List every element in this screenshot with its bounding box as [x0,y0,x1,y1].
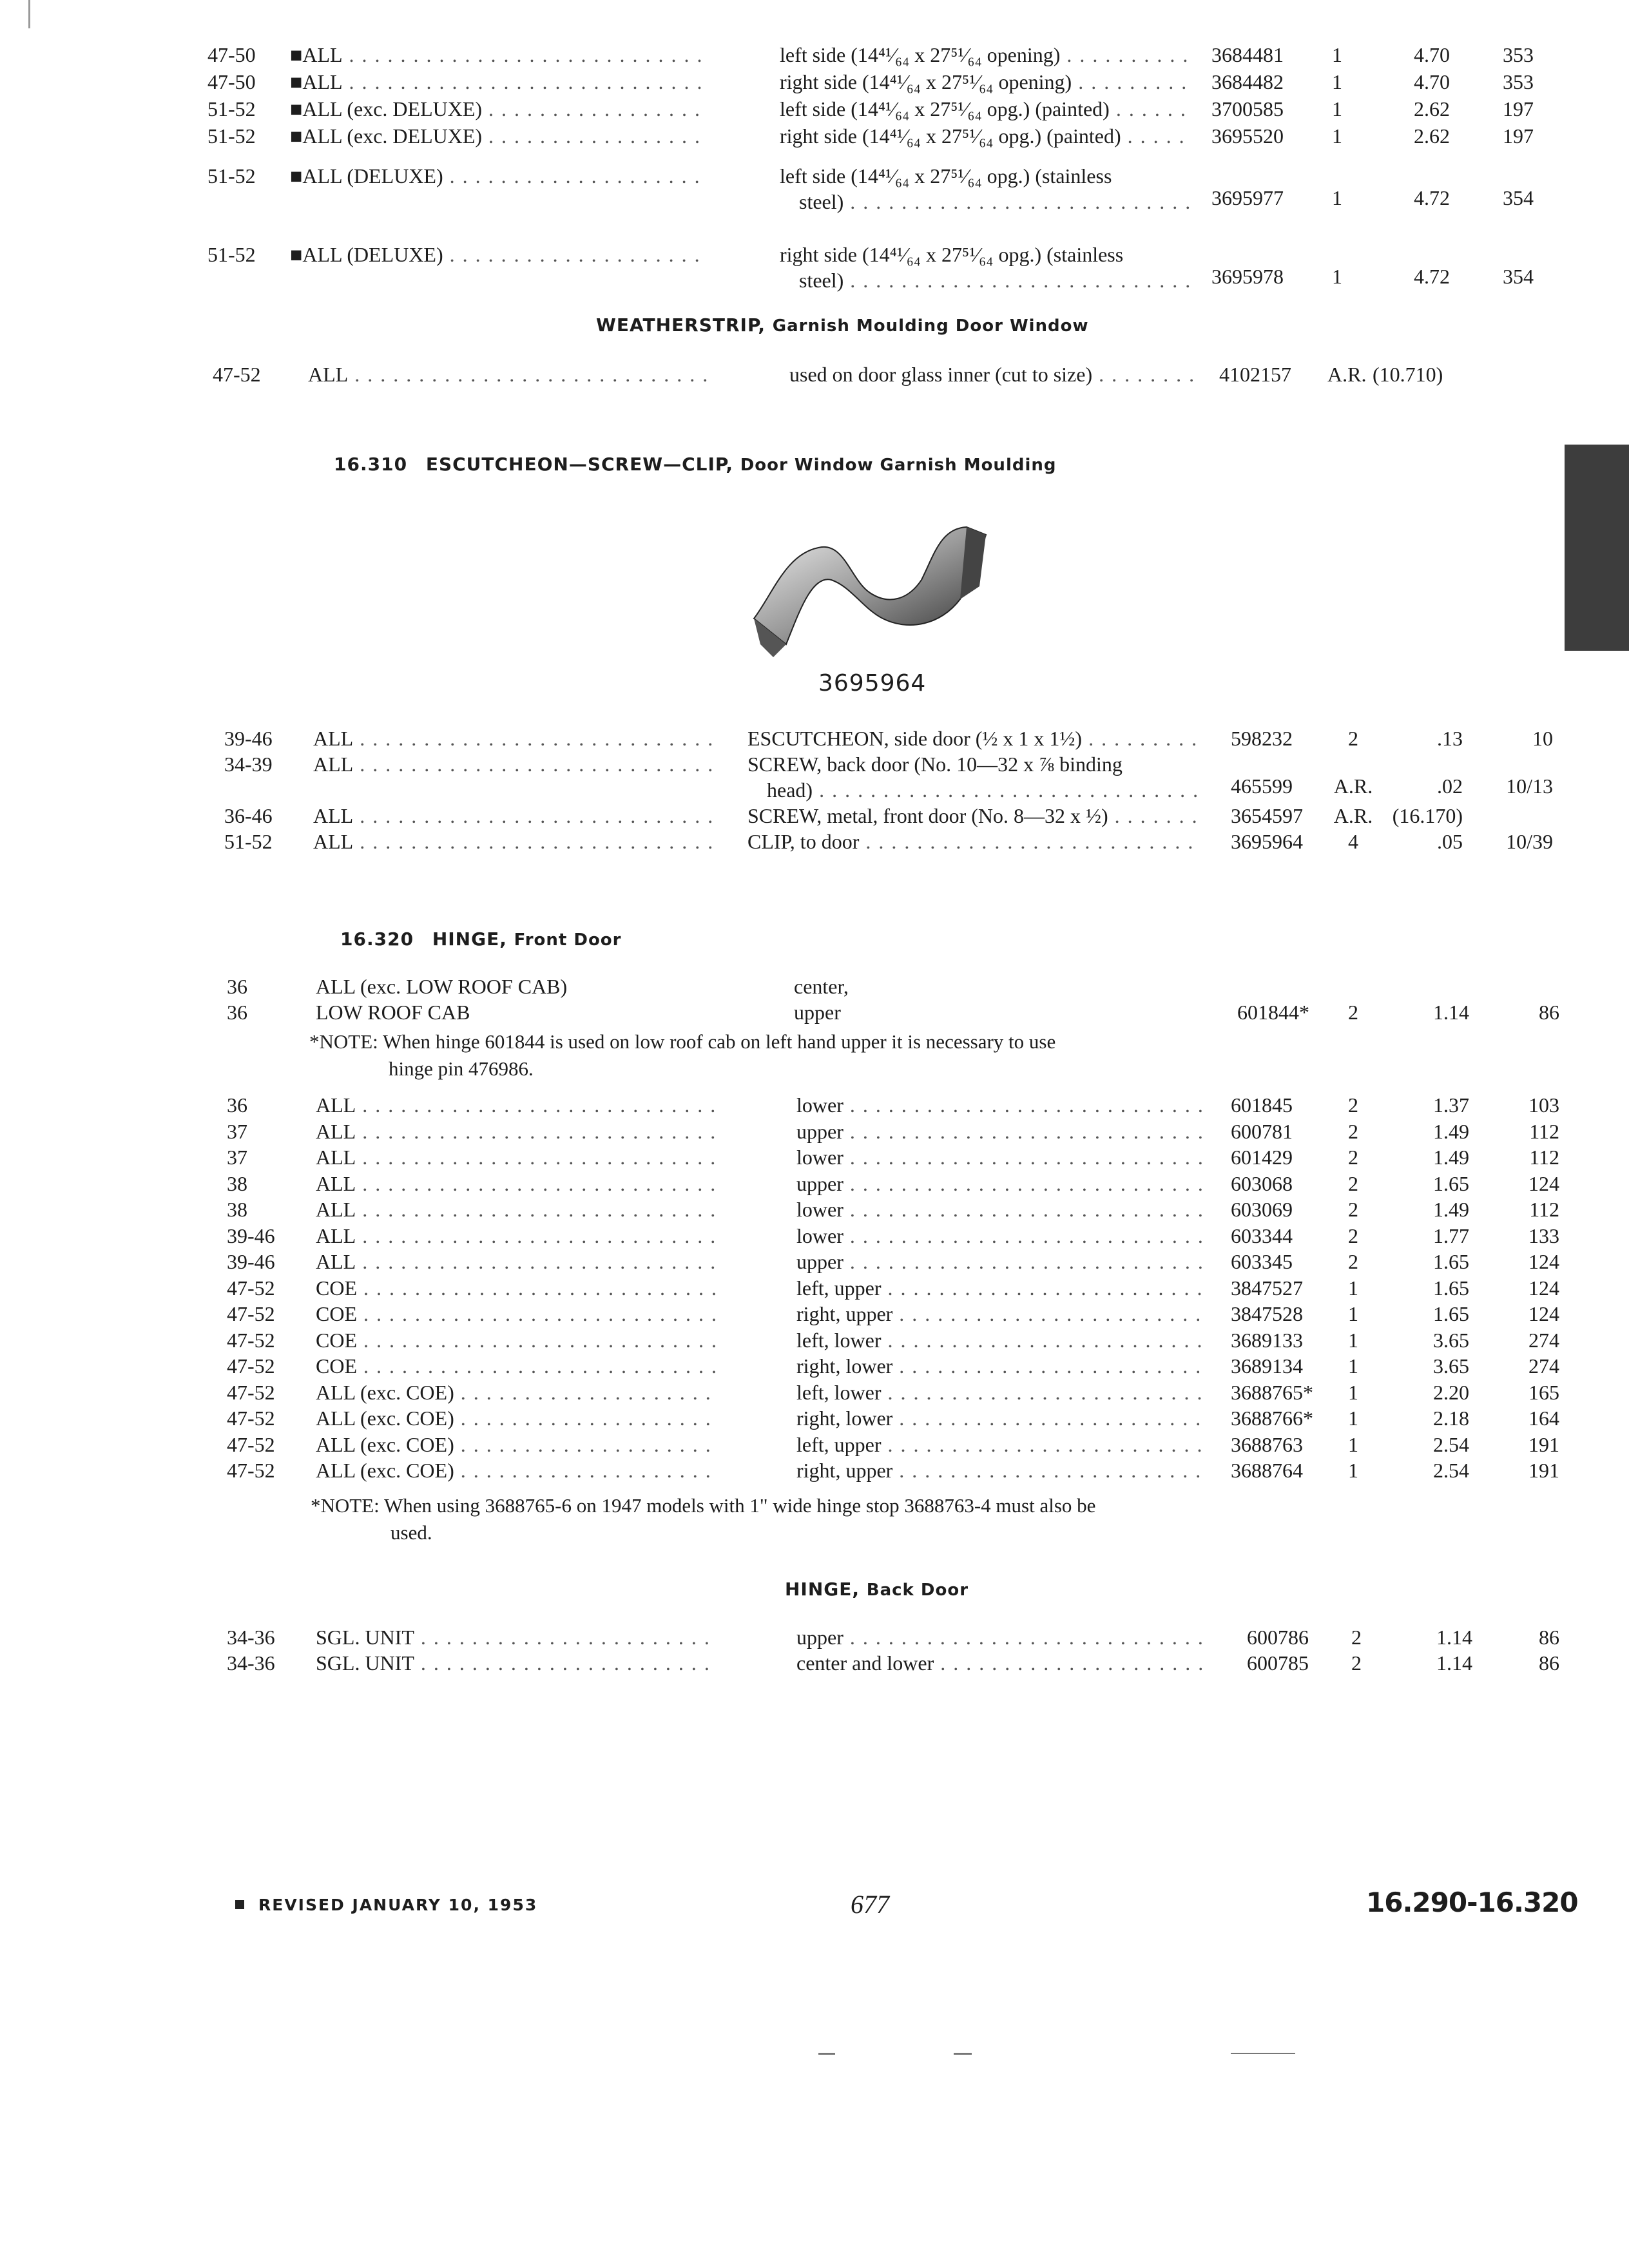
year-cell: 51-52 [207,124,256,148]
weight-cell: 10 [1532,727,1553,750]
heading-bold-text: HINGE, [432,928,507,950]
model-cell: ALL . . . [308,360,708,389]
part-number-cell: 3688764 [1231,1459,1303,1482]
part-number-cell: 3695977 [1211,186,1284,209]
section-thumb-tab [1565,445,1629,651]
weight-cell: 112 [1529,1146,1559,1169]
description-cell-continued: head) . . . [767,775,1199,805]
price-cell: 1.14 [1436,1626,1472,1649]
revised-text: REVISED JANUARY 10, 1953 [258,1896,538,1914]
quantity-cell: 1 [1332,265,1342,288]
quantity-cell: 1 [1332,186,1342,209]
table-row [0,1117,1629,1146]
year-cell: 47-52 [227,1354,275,1378]
model-cell: COE . . . [316,1299,715,1329]
part-number-cell: 3684482 [1211,70,1284,93]
description-cell: left side (14⁴¹⁄₆₄ x 27⁵¹⁄₆₄ opening) . . . [780,40,1192,70]
part-number-cell: 3689134 [1231,1354,1303,1378]
description-cell: right, lower . . . [796,1403,1202,1433]
model-cell: SGL. UNIT . . . [316,1648,715,1678]
table-row [0,1090,1629,1120]
part-number-cell: 4102157 [1219,363,1291,386]
quantity-cell: 1 [1332,97,1342,120]
description-cell: right, lower . . . [796,1351,1202,1381]
quantity-cell: 1 [1348,1432,1358,1456]
description-cell: left side (14⁴¹⁄₆₄ x 27⁵¹⁄₆₄ opg.) (painted) . . . [780,94,1192,124]
heading-bold-text: WEATHERSTRIP, [596,314,766,336]
description-cell: left, lower . . . [796,1325,1202,1355]
description-cell: upper . . . [796,1169,1202,1198]
model-cell: ALL . . . [316,1169,715,1198]
weight-cell: 197 [1503,97,1534,120]
weight-cell: 191 [1528,1459,1559,1482]
quantity-cell: 1 [1332,43,1342,66]
part-number-cell: 598232 [1231,727,1293,750]
quantity-cell: A.R. [1327,363,1367,386]
model-cell: SGL. UNIT . . . [316,1622,715,1652]
price-cell: 1.65 [1433,1250,1469,1273]
year-cell: 37 [227,1146,247,1169]
description-cell: right side (14⁴¹⁄₆₄ x 27⁵¹⁄₆₄ opg.) (painted) . . . [780,121,1192,151]
price-cell: 1.65 [1433,1302,1469,1325]
description-cell: right, upper . . . [796,1456,1202,1485]
table-row [0,1456,1629,1485]
weight-cell: 86 [1539,1626,1559,1649]
price-cell: .02 [1437,774,1463,798]
table-row [0,1247,1629,1276]
year-cell: 47-52 [227,1432,275,1456]
part-number-cell: 3688766* [1231,1407,1313,1430]
description-cell: lower . . . [796,1195,1202,1224]
price-cell: 1.49 [1433,1146,1469,1169]
quantity-cell: 2 [1348,1093,1358,1117]
table-row [0,1351,1629,1381]
year-cell: 47-50 [207,43,256,66]
year-cell: 34-39 [224,753,273,776]
model-cell: COE . . . [316,1273,715,1303]
note-text: used. [390,1521,432,1544]
note-text: *NOTE: When using 3688765-6 on 1947 models with 1" wide hinge stop 3688763-4 must also be [311,1494,1096,1517]
weight-cell: 124 [1528,1171,1559,1195]
weatherstrip-heading [596,314,1089,336]
scan-artifact [1231,2053,1295,2054]
description-cell: right, upper . . . [796,1299,1202,1329]
heading-bold-text: ESCUTCHEON—SCREW—CLIP, [425,454,733,475]
part-number-cell: 603068 [1231,1171,1293,1195]
model-cell: ALL . . . [313,801,713,831]
description-cell: used on door glass inner (cut to size) . . . [789,360,1195,389]
description-cell: lower . . . [796,1142,1202,1172]
table-row [0,1195,1629,1224]
revision-square-icon [235,1900,244,1909]
weight-cell: 165 [1528,1380,1559,1404]
model-cell: COE . . . [316,1325,715,1355]
page-number: 677 [851,1890,889,1919]
weight-cell: 353 [1503,70,1534,93]
quantity-cell: 1 [1348,1354,1358,1378]
table-row [0,827,1629,856]
quantity-cell: 2 [1348,1001,1358,1024]
description-cell: upper . . . [796,1622,1202,1652]
description-cell-continued: steel) . . . [799,187,1192,216]
model-cell: ALL (exc. COE) . . . [316,1403,715,1433]
year-cell: 34-36 [227,1651,275,1675]
model-cell: ALL . . . [316,1090,715,1120]
weight-cell: 112 [1529,1198,1559,1221]
description-cell: left, upper . . . [796,1430,1202,1459]
weight-cell: 112 [1529,1119,1559,1143]
price-cell: 1.49 [1433,1119,1469,1143]
figure-part-number: 3695964 [818,670,927,697]
model-cell: ALL (exc. COE) . . . [316,1430,715,1459]
weight-cell: 86 [1539,1651,1559,1675]
part-number-cell: 600781 [1231,1119,1293,1143]
price-cell: 4.70 [1414,43,1450,66]
part-number-cell: 3684481 [1211,43,1284,66]
weight-cell: 197 [1503,124,1534,148]
description-cell: left side (14⁴¹⁄₆₄ x 27⁵¹⁄₆₄ opg.) (stainless [780,164,1112,187]
weight-cell: 191 [1528,1432,1559,1456]
weight-cell: 124 [1528,1302,1559,1325]
model-cell: ALL . . . [313,827,713,856]
table-row [0,997,1629,1027]
revised-date [235,1896,537,1914]
price-cell: 1.14 [1433,1001,1469,1024]
quantity-cell: 2 [1348,1171,1358,1195]
description-cell: CLIP, to door . . . [747,827,1199,856]
quantity-cell: 1 [1348,1459,1358,1482]
description-cell: upper [794,1001,841,1024]
year-cell: 37 [227,1119,247,1143]
year-cell: 51-52 [207,243,256,266]
price-cell: 4.70 [1414,70,1450,93]
table-row [0,1142,1629,1172]
price-cell: 4.72 [1414,265,1450,288]
weight-cell: 354 [1503,186,1534,209]
weight-cell: 353 [1503,43,1534,66]
year-cell: 51-52 [207,164,256,187]
weight-cell: 133 [1528,1224,1559,1247]
weight-cell: 354 [1503,265,1534,288]
quantity-cell: 1 [1332,124,1342,148]
price-cell: 2.62 [1414,124,1450,148]
model-cell: ■ALL (DELUXE) . . . [290,161,702,191]
part-number-cell: 601429 [1231,1146,1293,1169]
year-cell: 51-52 [224,830,273,853]
description-cell: SCREW, metal, front door (No. 8—32 x ½) . . . [747,801,1199,831]
model-cell: ALL (exc. COE) . . . [316,1378,715,1407]
price-cell: 4.72 [1414,186,1450,209]
table-row [0,1378,1629,1407]
note-text: *NOTE: When hinge 601844 is used on low roof cab on left hand upper it is necessary to use [309,1030,1056,1053]
quantity-cell: 2 [1351,1651,1362,1675]
part-number-cell: 3847528 [1231,1302,1303,1325]
weight-cell: 103 [1528,1093,1559,1117]
part-number-cell: 3847527 [1231,1276,1303,1300]
description-cell-continued: steel) . . . [799,265,1192,295]
price-cell: 1.49 [1433,1198,1469,1221]
table-row [0,1221,1629,1251]
year-cell: 47-52 [227,1328,275,1352]
description-cell: right side (14⁴¹⁄₆₄ x 27⁵¹⁄₆₄ opg.) (stainless [780,243,1124,266]
description-cell: lower . . . [796,1090,1202,1120]
price-cell: 1.14 [1436,1651,1472,1675]
model-cell: ALL . . . [313,724,713,753]
year-cell: 47-52 [227,1407,275,1430]
part-number-cell: 3695520 [1211,124,1284,148]
year-cell: 39-46 [224,727,273,750]
table-row [0,1169,1629,1198]
table-row [0,360,1629,389]
quantity-cell: 1 [1348,1302,1358,1325]
table-row [0,121,1629,151]
description-cell: center and lower . . . [796,1648,1202,1678]
table-row [0,40,1629,70]
table-row [0,67,1629,97]
description-cell: ESCUTCHEON, side door (½ x 1 x 1½) . . . [747,724,1199,753]
part-number-cell: 3695964 [1231,830,1303,853]
model-cell: ALL . . . [316,1247,715,1276]
price-cell: 1.37 [1433,1093,1469,1117]
part-number-cell: 3688763 [1231,1432,1303,1456]
description-cell: lower . . . [796,1221,1202,1251]
description-cell: right side (14⁴¹⁄₆₄ x 27⁵¹⁄₆₄ opening) . . . [780,67,1192,97]
weight-cell: 274 [1528,1328,1559,1352]
model-cell: ■ALL (DELUXE) . . . [290,240,702,269]
quantity-cell: 1 [1348,1407,1358,1430]
price-cell: 1.65 [1433,1171,1469,1195]
quantity-cell: A.R. [1333,774,1373,798]
year-cell: 47-52 [227,1459,275,1482]
table-row [0,94,1629,124]
year-cell: 36 [227,975,247,998]
model-cell: ALL . . . [316,1221,715,1251]
price-cell: 2.54 [1433,1459,1469,1482]
weight-cell: 86 [1539,1001,1559,1024]
quantity-cell: A.R. [1333,804,1373,827]
year-cell: 39-46 [227,1250,275,1273]
model-cell: ALL (exc. COE) . . . [316,1456,715,1485]
table-row [0,1430,1629,1459]
model-cell: COE . . . [316,1351,715,1381]
heading-rest-text: Front Door [514,930,622,950]
table-row [0,1403,1629,1433]
model-cell: ■ALL . . . [290,67,702,97]
description-cell: upper . . . [796,1247,1202,1276]
price-cell: 2.20 [1433,1380,1469,1404]
part-number-cell: 601844* [1237,1001,1309,1024]
page-footer [0,1888,1629,1927]
heading-rest-text: Door Window Garnish Moulding [740,456,1057,475]
quantity-cell: 1 [1332,70,1342,93]
part-number-cell: 603345 [1231,1250,1293,1273]
price-cell: 2.54 [1433,1432,1469,1456]
description-cell: left, lower . . . [796,1378,1202,1407]
table-row [0,1273,1629,1303]
model-cell: ALL . . . [316,1117,715,1146]
part-number-cell: 3654597 [1231,804,1303,827]
price-cell: (10.710) [1373,363,1443,386]
part-number-cell: 603344 [1231,1224,1293,1247]
model-cell: ALL . . . [316,1195,715,1224]
hinge-front-heading [340,928,622,950]
hinge-back-heading [785,1579,969,1600]
scan-margin-mark [28,0,30,28]
weight-cell: 164 [1528,1407,1559,1430]
year-cell: 47-52 [227,1302,275,1325]
year-cell: 47-52 [213,363,261,386]
part-number-cell: 600785 [1247,1651,1309,1675]
model-cell: ■ALL . . . [290,40,702,70]
table-row [0,240,1629,292]
part-number-cell: 3700585 [1211,97,1284,120]
description-cell: left, upper . . . [796,1273,1202,1303]
price-cell: 2.18 [1433,1407,1469,1430]
price-cell: .05 [1437,830,1463,853]
note-text: hinge pin 476986. [389,1057,534,1080]
part-number-cell: 465599 [1231,774,1293,798]
table-row [0,1325,1629,1355]
model-cell: ■ALL (exc. DELUXE) . . . [290,94,702,124]
part-number-cell: 3689133 [1231,1328,1303,1352]
weight-cell: 274 [1528,1354,1559,1378]
quantity-cell: 2 [1348,1250,1358,1273]
weight-cell: 10/13 [1506,774,1553,798]
quantity-cell: 1 [1348,1276,1358,1300]
clip-illustration [747,515,1018,664]
heading-bold-text: HINGE, [785,1579,860,1600]
section-number: 16.320 [340,928,414,950]
table-row [0,749,1629,802]
year-cell: 36 [227,1001,247,1024]
part-number-cell: 3688765* [1231,1380,1313,1404]
section-number: 16.310 [334,454,408,475]
table-row [0,1299,1629,1329]
weight-cell: 124 [1528,1250,1559,1273]
description-cell: SCREW, back door (No. 10—32 x ⅞ binding [747,753,1123,776]
part-number-cell: 601845 [1231,1093,1293,1117]
quantity-cell: 1 [1348,1380,1358,1404]
year-cell: 38 [227,1198,247,1221]
year-cell: 47-52 [227,1380,275,1404]
weight-cell: 124 [1528,1276,1559,1300]
year-cell: 38 [227,1171,247,1195]
quantity-cell: 2 [1348,1224,1358,1247]
year-cell: 36-46 [224,804,273,827]
price-cell: 2.62 [1414,97,1450,120]
year-cell: 47-50 [207,70,256,93]
price-cell: 3.65 [1433,1354,1469,1378]
quantity-cell: 2 [1351,1626,1362,1649]
quantity-cell: 1 [1348,1328,1358,1352]
price-cell: 1.65 [1433,1276,1469,1300]
price-cell: 3.65 [1433,1328,1469,1352]
part-number-cell: 600786 [1247,1626,1309,1649]
price-cell: .13 [1437,727,1463,750]
part-number-cell: 3695978 [1211,265,1284,288]
model-cell: ALL . . . [316,1142,715,1172]
description-cell: center, [794,975,849,998]
quantity-cell: 2 [1348,1146,1358,1169]
year-cell: 39-46 [227,1224,275,1247]
weight-cell: 10/39 [1506,830,1553,853]
scan-artifact [818,2053,835,2055]
section-range: 16.290-16.320 [1366,1887,1578,1918]
part-number-cell: 603069 [1231,1198,1293,1221]
model-cell: ALL (exc. LOW ROOF CAB) [316,975,568,998]
table-row [0,161,1629,213]
model-cell: ALL . . . [313,749,713,779]
description-cell: upper . . . [796,1117,1202,1146]
model-cell: LOW ROOF CAB [316,1001,470,1024]
quantity-cell: 2 [1348,727,1358,750]
price-cell: (16.170) [1392,804,1463,827]
heading-rest-text: Garnish Moulding Door Window [772,316,1089,336]
quantity-cell: 2 [1348,1198,1358,1221]
quantity-cell: 2 [1348,1119,1358,1143]
model-cell: ■ALL (exc. DELUXE) . . . [290,121,702,151]
escutcheon-heading [334,454,1057,475]
table-row [0,1648,1629,1678]
year-cell: 34-36 [227,1626,275,1649]
price-cell: 1.77 [1433,1224,1469,1247]
scan-artifact [954,2053,972,2055]
quantity-cell: 4 [1348,830,1358,853]
heading-rest-text: Back Door [866,1581,969,1600]
year-cell: 36 [227,1093,247,1117]
year-cell: 47-52 [227,1276,275,1300]
year-cell: 51-52 [207,97,256,120]
